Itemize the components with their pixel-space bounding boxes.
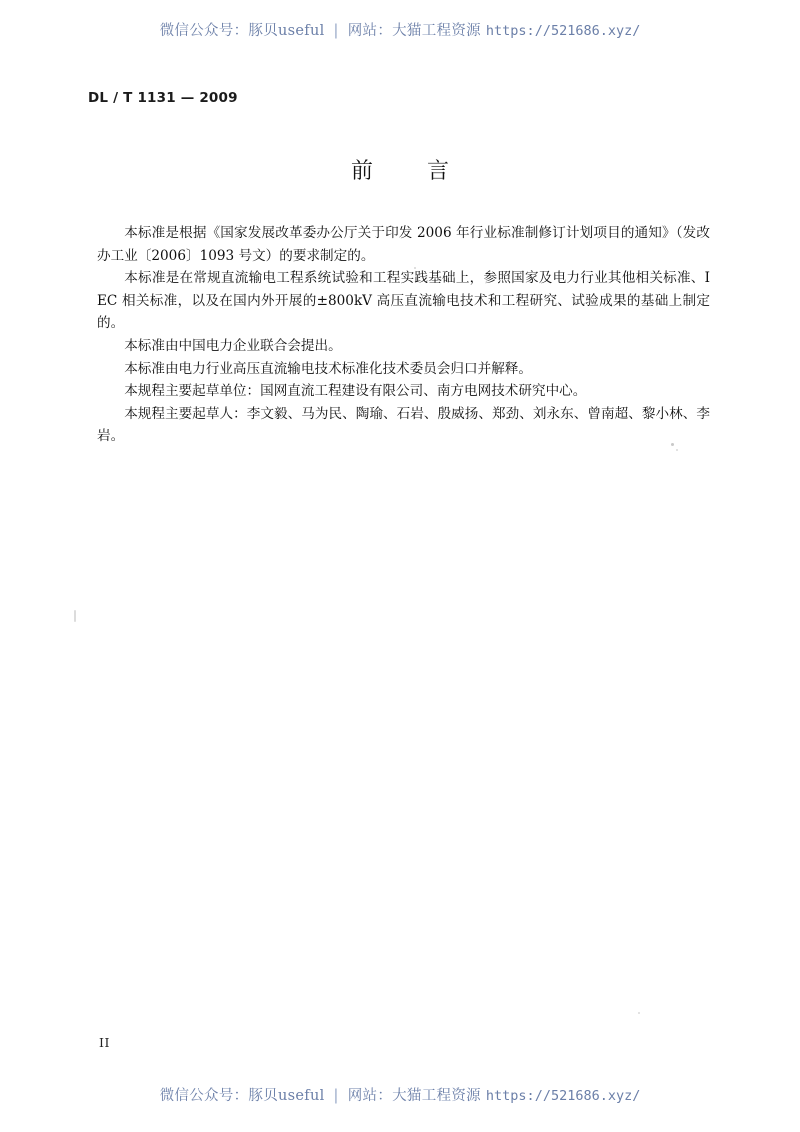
paragraph: 本标准由电力行业高压直流输电技术标准化技术委员会归口并解释。 bbox=[124, 360, 532, 377]
watermark-wechat-label: 微信公众号：豚贝useful bbox=[159, 23, 325, 39]
watermark-url: https://521686.xyz/ bbox=[485, 23, 641, 39]
paragraph: 本标准是根据《国家发展改革委办公厅关于印发 2006 年行业标准制修订计划项目的通知》（发改办工业〔2006〕1093 号文）的要求制定的。 bbox=[97, 225, 710, 264]
watermark-separator: | bbox=[333, 23, 339, 39]
paragraph: 本规程主要起草单位：国网直流工程建设有限公司、南方电网技术研究中心。 bbox=[124, 383, 587, 400]
scan-speckle bbox=[671, 443, 674, 446]
scan-speckle bbox=[74, 610, 76, 622]
watermark-wechat-label: 微信公众号：豚贝useful bbox=[159, 1088, 325, 1104]
foreword-body bbox=[97, 222, 710, 448]
scan-speckle bbox=[638, 1012, 640, 1014]
scan-speckle bbox=[676, 449, 678, 451]
watermark-separator: | bbox=[333, 1088, 339, 1104]
watermark-site-label: 网站：大猫工程资源 bbox=[347, 1088, 481, 1104]
watermark-header bbox=[0, 19, 800, 40]
standard-number: DL / T 1131 — 2009 bbox=[88, 90, 238, 106]
paragraph: 本规程主要起草人：李文毅、马为民、陶瑜、石岩、殷威扬、郑劲、刘永东、曾南超、黎小林、李岩。 bbox=[97, 405, 710, 445]
page-title: 前 言 bbox=[350, 159, 465, 184]
watermark-url: https://521686.xyz/ bbox=[485, 1088, 641, 1104]
watermark-site-label: 网站：大猫工程资源 bbox=[347, 23, 481, 39]
paragraph: 本标准是在常规直流输电工程系统试验和工程实践基础上，参照国家及电力行业其他相关标准、IEC 相关标准，以及在国内外开展的±800kV 高压直流输电技术和工程研究、试验成果的基础上制定的。 bbox=[97, 270, 710, 332]
watermark-footer bbox=[0, 1084, 800, 1105]
paragraph: 本标准由中国电力企业联合会提出。 bbox=[124, 337, 342, 354]
page-number: II bbox=[99, 1035, 110, 1050]
scan-speckle bbox=[414, 267, 416, 269]
